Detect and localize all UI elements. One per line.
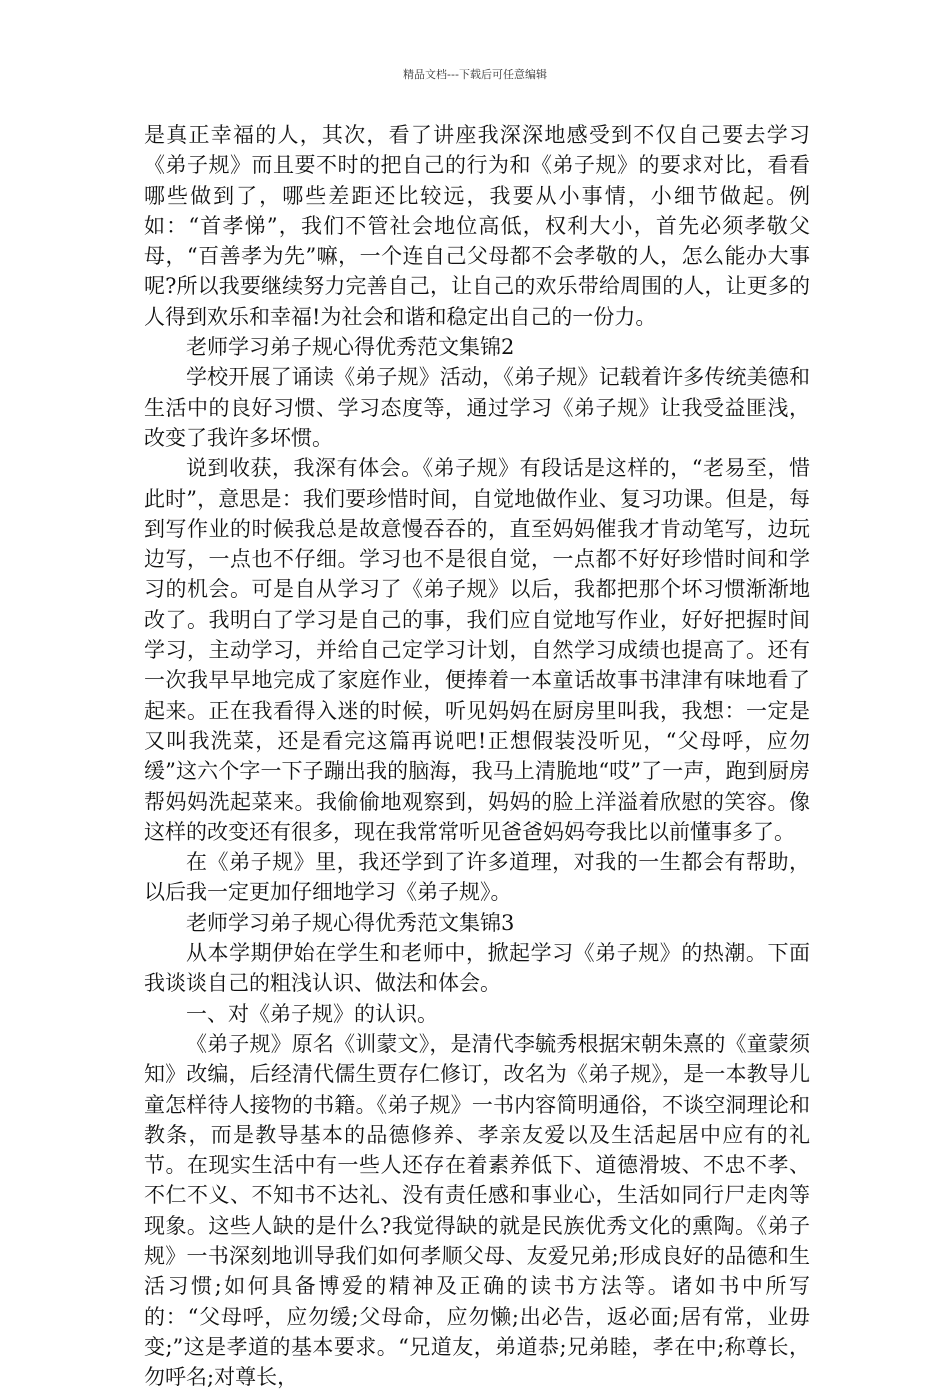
paragraph: 《弟子规》原名《训蒙文》，是清代李毓秀根据宋朝朱熹的《童蒙须知》改编，后经清代儒生贾存仁修订，改名为《弟子规》，是一本教导儿童怎样待人接物的书籍。《弟子规》一书内容简明通俗，不谈空洞理论和教条，而是教导基本的品德修养、孝亲友爱以及生活起居中应有的礼节。在现实生活中有一些人还存在着素养低下、道德滑坡、不忠不孝、不仁不义、不知书不达礼、没有责任感和事业心，生活如同行尸走肉等现象。这些人缺的是什么?我觉得缺的就是民族优秀文化的熏陶。《弟子规》一书深刻地训导我们如何孝顺父母、友爱兄弟;形成良好的品德和生活习惯;如何具备博爱的精神及正确的读书方法等。诸如书中所写的：“父母呼，应勿缓;父母命，应勿懒;出必告，返必面;居有常，业毋变;”这是孝道的基本要求。“兄道友，弟道恭;兄弟睦，孝在中;称尊长，勿呼名;对尊长， bbox=[144, 1031, 810, 1390]
paragraph: 说到收获，我深有体会。《弟子规》有段话是这样的，“老易至，惜此时”，意思是：我们要珍惜时间，自觉地做作业、复习功课。但是，每到写作业的时候我总是故意慢吞吞的，直至妈妈催我才肯动笔写，边玩边写，一点也不仔细。学习也不是很自觉，一点都不好好珍惜时间和学习的机会。可是自从学习了《弟子规》以后，我都把那个坏习惯渐渐地改了。我明白了学习是自己的事，我们应自觉地写作业，好好把握时间学习，主动学习，并给自己定学习计划，自然学习成绩也提高了。还有一次我早早地完成了家庭作业，便捧着一本童话故事书津津有味地看了起来。正在我看得入迷的时候，听见妈妈在厨房里叫我，我想：一定是又叫我洗菜，还是看完这篇再说吧!正想假装没听见，“父母呼，应勿缓”这六个字一下子蹦出我的脑海，我马上清脆地“哎”了一声，跑到厨房帮妈妈洗起菜来。我偷偷地观察到，妈妈的脸上洋溢着欣慰的笑容。像这样的改变还有很多，现在我常常听见爸爸妈妈夸我比以前懂事多了。 bbox=[144, 456, 810, 844]
paragraph-continuation: 是真正幸福的人，其次，看了讲座我深深地感受到不仅自己要去学习《弟子规》而且要不时的把自己的行为和《弟子规》的要求对比，看看哪些做到了，哪些差距还比较远，我要从小事情，小细节做起。例如：“首孝悌”，我们不管社会地位高低，权利大小，首先必须孝敬父母，“百善孝为先”嘛，一个连自己父母都不会孝敬的人，怎么能办大事呢?所以我要继续努力完善自己，让自己的欢乐带给周围的人，让更多的人得到欢乐和幸福!为社会和谐和稳定出自己的一份力。 bbox=[144, 123, 810, 329]
page-header: 精品文档---下载后可任意编辑 bbox=[403, 68, 547, 81]
section-heading-2: 老师学习弟子规心得优秀范文集锦2 bbox=[186, 335, 515, 360]
paragraph: 从本学期伊始在学生和老师中，掀起学习《弟子规》的热潮。下面我谈谈自己的粗浅认识、做法和体会。 bbox=[144, 941, 810, 996]
document-body bbox=[144, 120, 810, 1392]
paragraph: 在《弟子规》里，我还学到了许多道理，对我的一生都会有帮助，以后我一定更加仔细地学习《弟子规》。 bbox=[144, 850, 810, 905]
paragraph: 学校开展了诵读《弟子规》活动，《弟子规》记载着许多传统美德和生活中的良好习惯、学习态度等，通过学习《弟子规》让我受益匪浅，改变了我许多坏惯。 bbox=[144, 365, 810, 450]
section-heading-3: 老师学习弟子规心得优秀范文集锦3 bbox=[186, 910, 515, 935]
subsection-heading: 一、对《弟子规》的认识。 bbox=[186, 1001, 438, 1026]
